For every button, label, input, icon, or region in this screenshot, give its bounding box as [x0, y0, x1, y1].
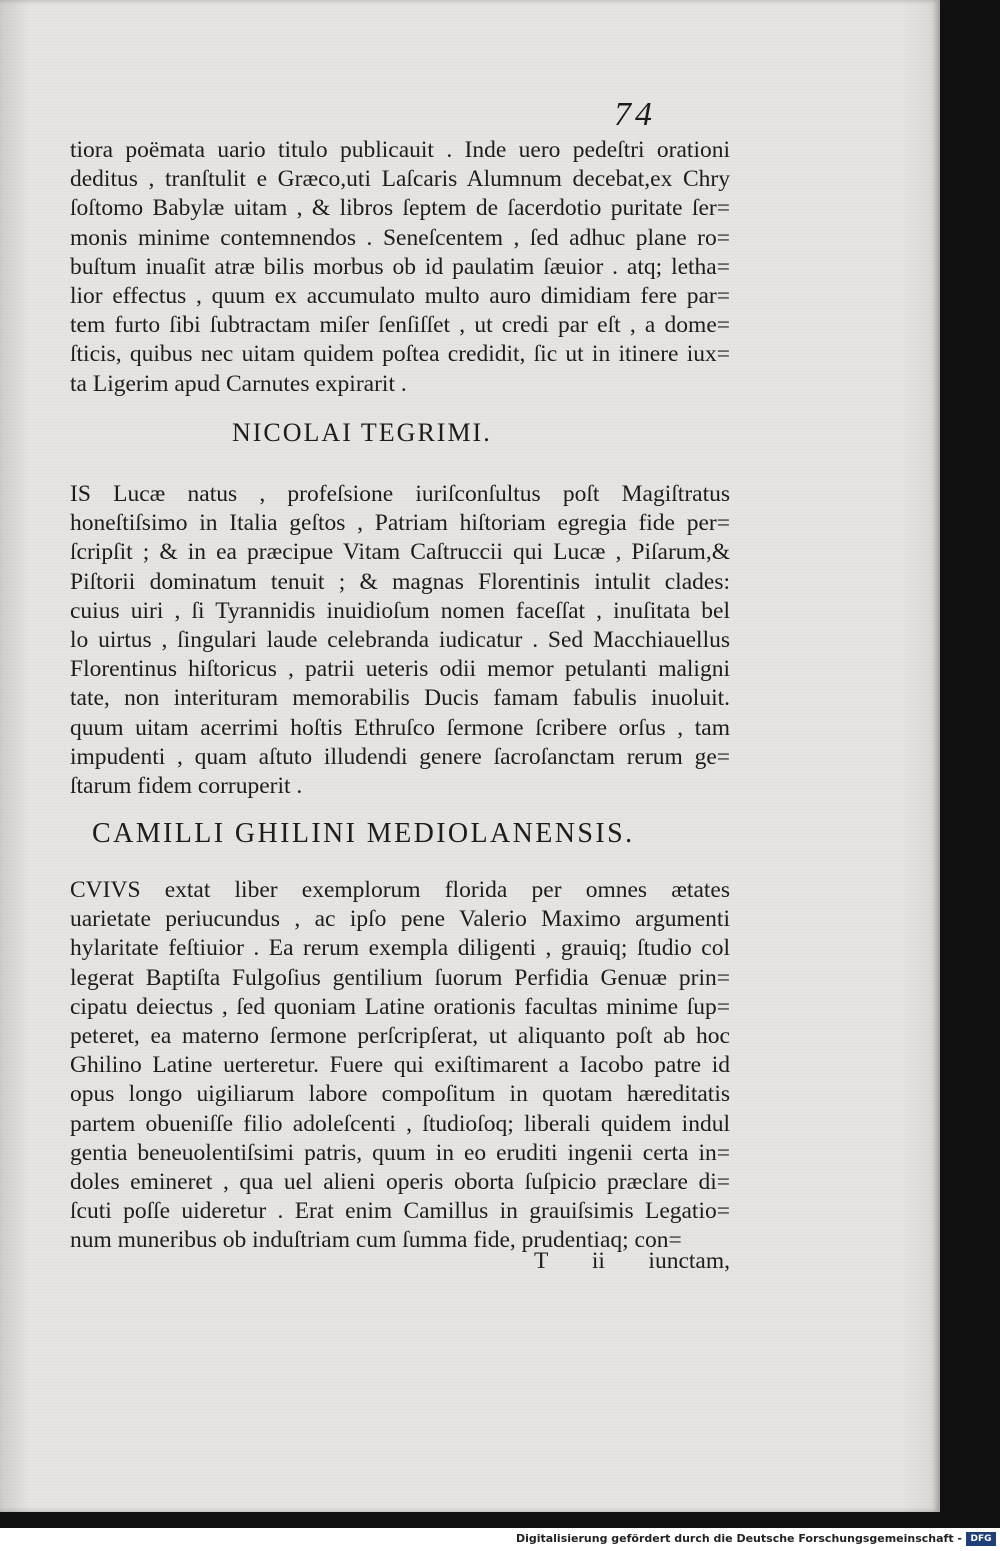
text-line: cuius uiri , ſi Tyrannidis inuidioſum nomen faceſſat , inuſitata bel [70, 597, 730, 624]
section-3-text [70, 876, 730, 1255]
text-line: ſcripſit ; & in ea præcipue Vitam Caſtruccii qui Lucæ , Piſarum,& [70, 539, 730, 566]
text-line: ſoſtomo Babylæ uitam , & libros ſeptem de ſacerdotio puritate ſer= [70, 195, 730, 222]
text-line: opus longo uigiliarum labore compoſitum in quotam hæreditatis [70, 1081, 730, 1108]
text-line: ſticis, quibus nec uitam quidem poſtea credidit, ſic ut in itinere iux= [70, 341, 730, 368]
text-line: lo uirtus , ſingulari laude celebranda iudicatur . Sed Macchiauellus [70, 626, 730, 653]
text-line: honeſtiſsimo in Italia geſtos , Patriam hiſtoriam egregia fide per= [70, 510, 730, 537]
text-line: tate, non interituram memorabilis Ducis famam fabulis inuoluit. [70, 685, 730, 712]
text-line: monis minime contemnendos . Seneſcentem , ſed adhuc plane ro= [70, 224, 730, 251]
dfg-logo-icon: DFG [966, 1532, 996, 1546]
heading-camilli-ghilini: CAMILLI GHILINI MEDIOLANENSIS. [92, 818, 635, 849]
text-line: tem furto ſibi ſubtractam miſer ſenſiſſet , ut credi par eſt , a dome= [70, 312, 730, 339]
text-line: num muneribus ob induſtriam cum ſumma fide, prudentiaq; con= [70, 1227, 682, 1254]
signature-folio: ii [591, 1248, 605, 1274]
catchword: iunctam, [648, 1248, 730, 1274]
text-line: Ghilino Latine uerteretur. Fuere qui exiſtimarent a Iacobo patre id [70, 1052, 730, 1079]
text-line: gentia beneuolentiſsimi patris, quum in eo eruditi ingenii certa in= [70, 1139, 730, 1166]
text-line: cipatu deiectus , ſed quoniam Latine orationis facultas minime ſup= [70, 993, 730, 1020]
text-line: ſcuti poſſe uideretur . Erat enim Camillus in grauiſsimis Legatio= [70, 1198, 730, 1225]
text-line: impudenti , quam aſtuto illudendi genere ſacroſanctam rerum ge= [70, 743, 730, 770]
text-line: ſtarum fidem corruperit . [70, 772, 303, 799]
text-line: buſtum inuaſit atræ bilis morbus ob id paulatim ſæuior . atq; letha= [70, 253, 730, 280]
text-line: partem obueniſſe filio adoleſcenti , ſtudioſoq; liberali quidem indul [70, 1110, 730, 1137]
section-2-text [70, 480, 730, 801]
signature-mark: T [534, 1248, 549, 1274]
text-line: CVIVS extat liber exemplorum florida per omnes ætates [70, 877, 730, 903]
catchword-line [534, 1248, 730, 1275]
text-line: IS Lucæ natus , profeſsione iuriſconſultus poſt Magiſtratus [70, 481, 730, 507]
text-line: peteret, ea materno ſermone perſcripſerat, ut aliquanto poſt ab hoc [70, 1022, 730, 1049]
page-number: 74 [614, 96, 656, 133]
text-line: ta Ligerim apud Carnutes expirarit . [70, 370, 407, 397]
section-1-text [70, 136, 730, 399]
footer-credit: Digitalisierung gefördert durch die Deutsche Forschungsgemeinschaft - [515, 1532, 962, 1545]
text-line: tiora poëmata uario titulo publicauit . Inde uero pedeſtri orationi [70, 137, 730, 163]
text-line: deditus , tranſtulit e Græco,uti Laſcaris Alumnum decebat,ex Chry [70, 166, 730, 193]
text-line: lior effectus , quum ex accumulato multo auro dimidiam fere par= [70, 282, 730, 309]
text-line: quum uitam acerrimi hoſtis Ethruſco ſermone ſcribere orſus , tam [70, 714, 730, 741]
heading-nicolai-tegrimi: NICOLAI TEGRIMI. [232, 418, 492, 447]
text-line: doles emineret , qua uel alieni operis oborta ſuſpicio præclare di= [70, 1168, 730, 1195]
footer-bar [0, 1528, 1000, 1551]
text-line: legerat Baptiſta Fulgoſius gentilium ſuorum Perfidia Genuæ prin= [70, 964, 730, 991]
text-line: Piſtorii dominatum tenuit ; & magnas Florentinis intulit clades: [70, 568, 730, 595]
text-line: hylaritate feſtiuior . Ea rerum exempla diligenti , grauiq; ſtudio col [70, 935, 730, 962]
text-line: uarietate periucundus , ac ipſo pene Valerio Maximo argumenti [70, 906, 730, 933]
text-line: Florentinus hiſtoricus , patrii ueteris odii memor petulanti maligni [70, 656, 730, 683]
